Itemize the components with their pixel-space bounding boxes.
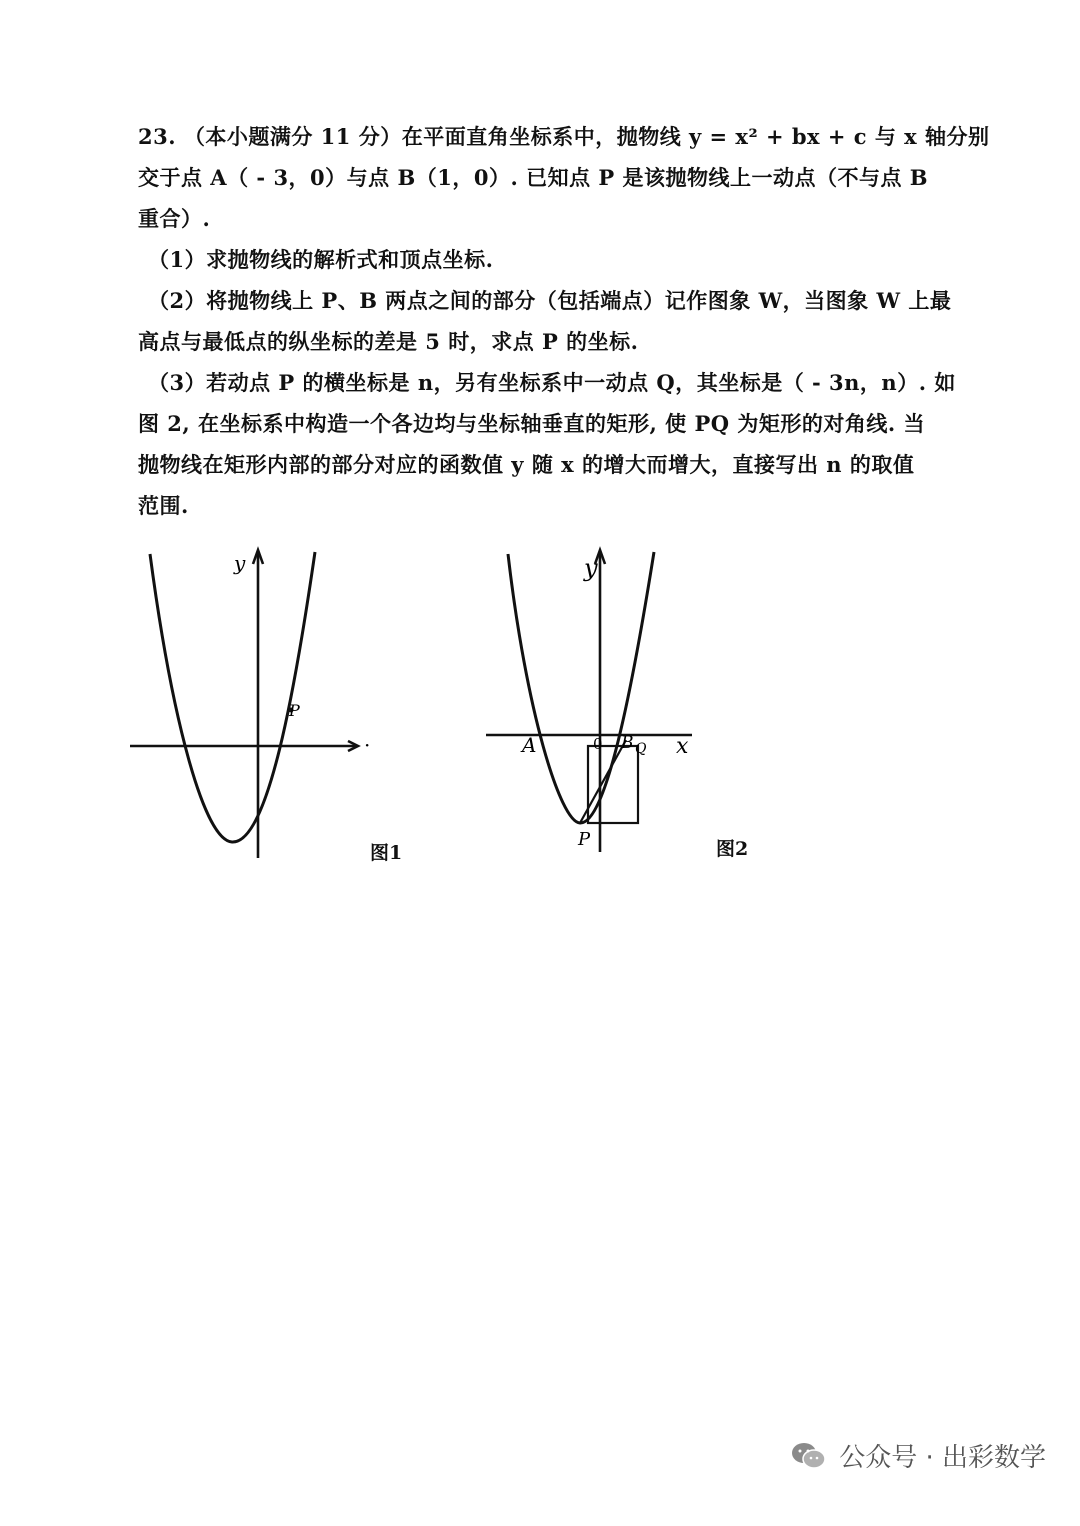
- problem-line: 范围.: [138, 493, 189, 518]
- figure-2-caption: 图2: [716, 838, 749, 860]
- problem-line: 抛物线在矩形内部的部分对应的函数值 y 随 x 的增大而增大，直接写出 n 的取值: [138, 452, 915, 477]
- y-axis-label: y: [234, 551, 246, 575]
- problem-line: 图 2, 在坐标系中构造一个各边均与坐标轴垂直的矩形, 使 PQ 为矩形的对角线. 当: [138, 411, 925, 436]
- problem-line: 交于点 A（ - 3，0）与点 B（1，0）. 已知点 P 是该抛物线上一动点（不与点 B: [138, 165, 929, 190]
- point-q-label: Q: [635, 741, 647, 757]
- problem-text: [138, 116, 990, 526]
- problem-line: （1）求抛物线的解析式和顶点坐标.: [148, 247, 494, 272]
- point-a-label: A: [522, 733, 537, 757]
- origin-label: 0: [593, 735, 603, 753]
- problem-line: 23. （本小题满分 11 分）在平面直角坐标系中，抛物线 y = x² + bx + c 与 x 轴分别: [138, 124, 990, 149]
- wechat-icon: [791, 1441, 827, 1471]
- figure-1-graph: [120, 540, 403, 870]
- parabola: [150, 552, 315, 842]
- point-p-label: P: [578, 829, 591, 850]
- problem-line: （3）若动点 P 的横坐标是 n，另有坐标系中一动点 Q，其坐标是（ - 3n，n）. 如: [148, 370, 956, 395]
- x-axis-label: ·: [364, 733, 371, 757]
- watermark: [791, 1437, 1046, 1474]
- point-p-label: P: [289, 701, 300, 720]
- figure-2-graph: [480, 540, 720, 860]
- problem-line: （2）将抛物线上 P、B 两点之间的部分（包括端点）记作图象 W，当图象 W 上最: [148, 288, 952, 313]
- point-b-label: B: [621, 733, 634, 753]
- figure-2: [480, 540, 720, 860]
- problem-line: 重合）.: [138, 206, 211, 231]
- figure-1-caption: 图1: [370, 842, 403, 864]
- figure-1: [120, 540, 403, 870]
- y-axis-label: y: [584, 554, 598, 582]
- parabola: [508, 552, 654, 823]
- problem-line: 高点与最低点的纵坐标的差是 5 时，求点 P 的坐标.: [138, 329, 639, 354]
- x-axis-label: x: [676, 734, 689, 759]
- watermark-text: 公众号 · 出彩数学: [839, 1443, 1046, 1473]
